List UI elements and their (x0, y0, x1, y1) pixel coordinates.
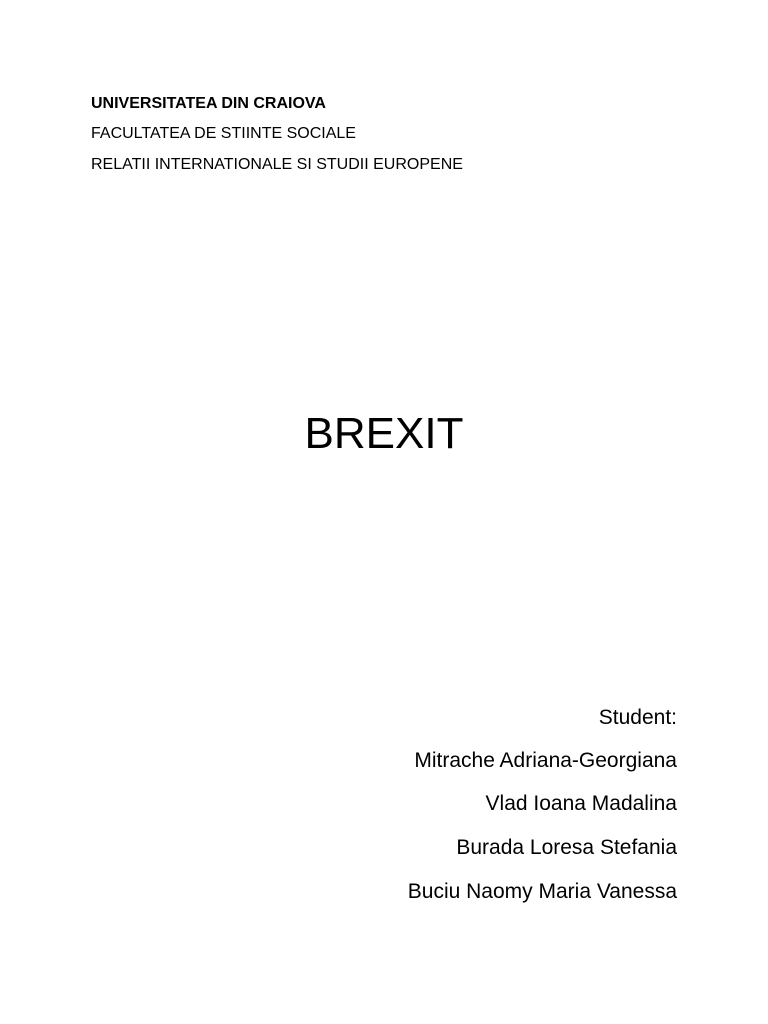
student-name: Burada Loresa Stefania (456, 836, 677, 859)
student-name: Buciu Naomy Maria Vanessa (407, 880, 677, 903)
student-name: Vlad Ioana Madalina (485, 792, 677, 815)
specialization-name: RELATII INTERNATIONALE SI STUDII EUROPENE (91, 156, 463, 173)
faculty-name: FACULTATEA DE STIINTE SOCIALE (91, 125, 356, 142)
document-title: BREXIT (304, 409, 464, 458)
student-name: Mitrache Adriana-Georgiana (414, 749, 677, 772)
university-name: UNIVERSITATEA DIN CRAIOVA (91, 95, 326, 112)
students-label: Student: (598, 706, 677, 729)
